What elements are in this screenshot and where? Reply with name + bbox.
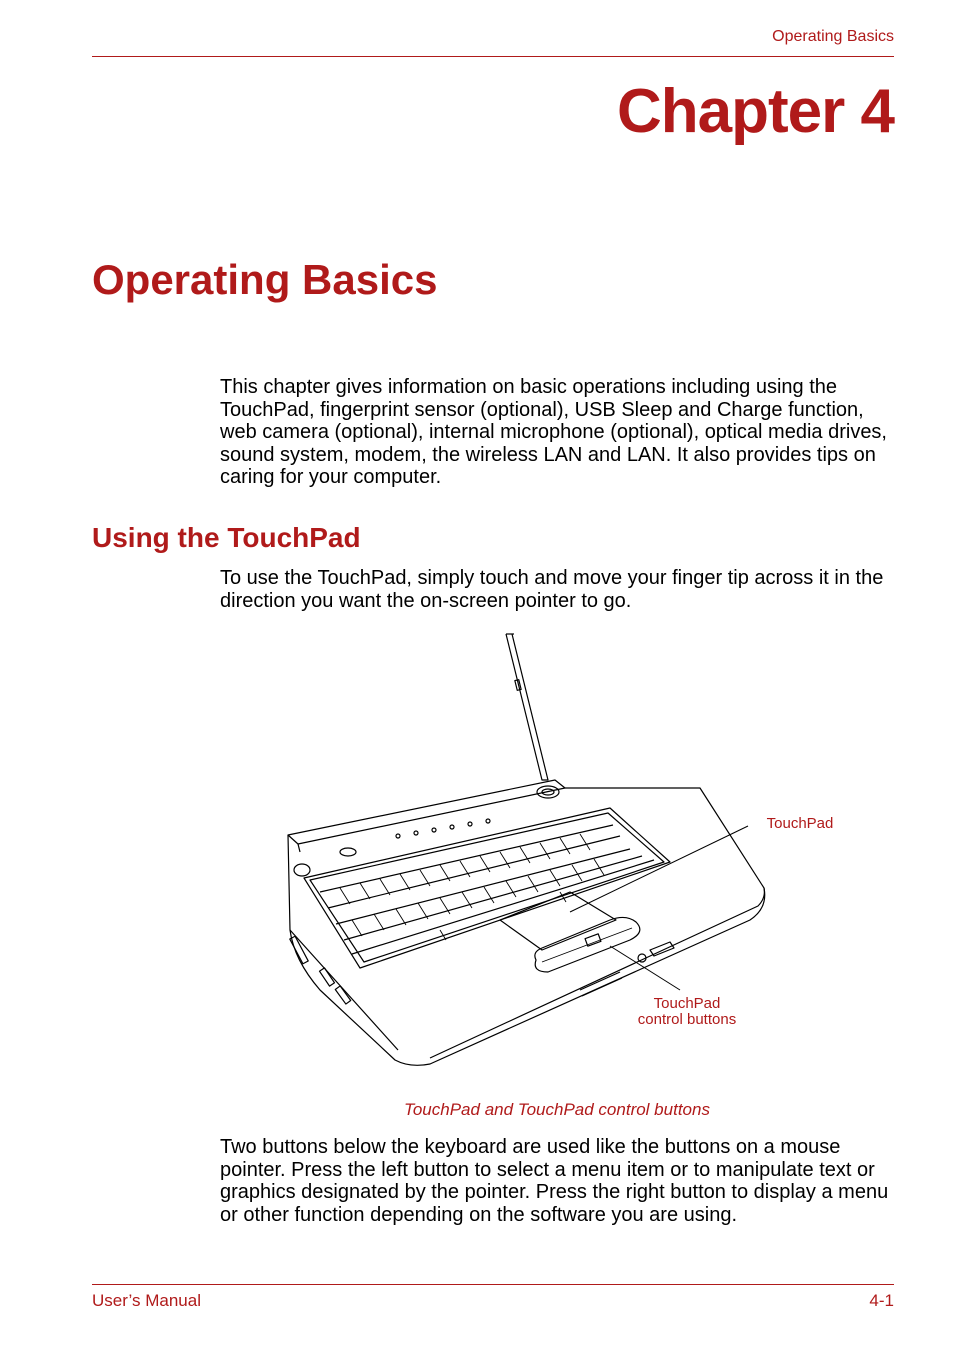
intro-paragraph: This chapter gives information on basic operations including using the TouchPad, fingerprint sensor (optional), USB Sleep and Charge function, web camera (optional), internal microphone (optional), optical media drives, sound system, modem, the wireless LAN and LAN. It also provides tips on caring for your computer. <box>220 376 887 488</box>
footer-left: User’s Manual <box>92 1291 201 1310</box>
chapter-label: Chapter 4 <box>617 77 894 146</box>
touchpad-buttons-callout <box>612 996 762 1028</box>
buttons-paragraph: Two buttons below the keyboard are used like the buttons on a mouse pointer. Press the left button to select a menu item or to manipulate text or graphics designated by the pointer. Press the right button to display a menu or other function depending on the software you are using. <box>220 1136 889 1226</box>
page-title: Operating Basics <box>92 256 438 303</box>
touchpad-callout: TouchPad <box>766 815 834 832</box>
touchpad-paragraph: To use the TouchPad, simply touch and move your finger tip across it in the direction you want the on-screen pointer to go. <box>220 567 884 612</box>
laptop-illustration <box>280 630 880 1070</box>
touchpad-buttons-callout-line2: control buttons <box>637 1011 737 1028</box>
touchpad-buttons-callout-line1: TouchPad <box>653 995 721 1012</box>
running-header: Operating Basics <box>772 28 894 45</box>
header-rule <box>92 56 894 57</box>
footer-rule <box>92 1284 894 1285</box>
page-number: 4-1 <box>869 1291 894 1310</box>
figure-caption: TouchPad and TouchPad control buttons <box>404 1100 710 1119</box>
section-heading: Using the TouchPad <box>92 522 361 553</box>
